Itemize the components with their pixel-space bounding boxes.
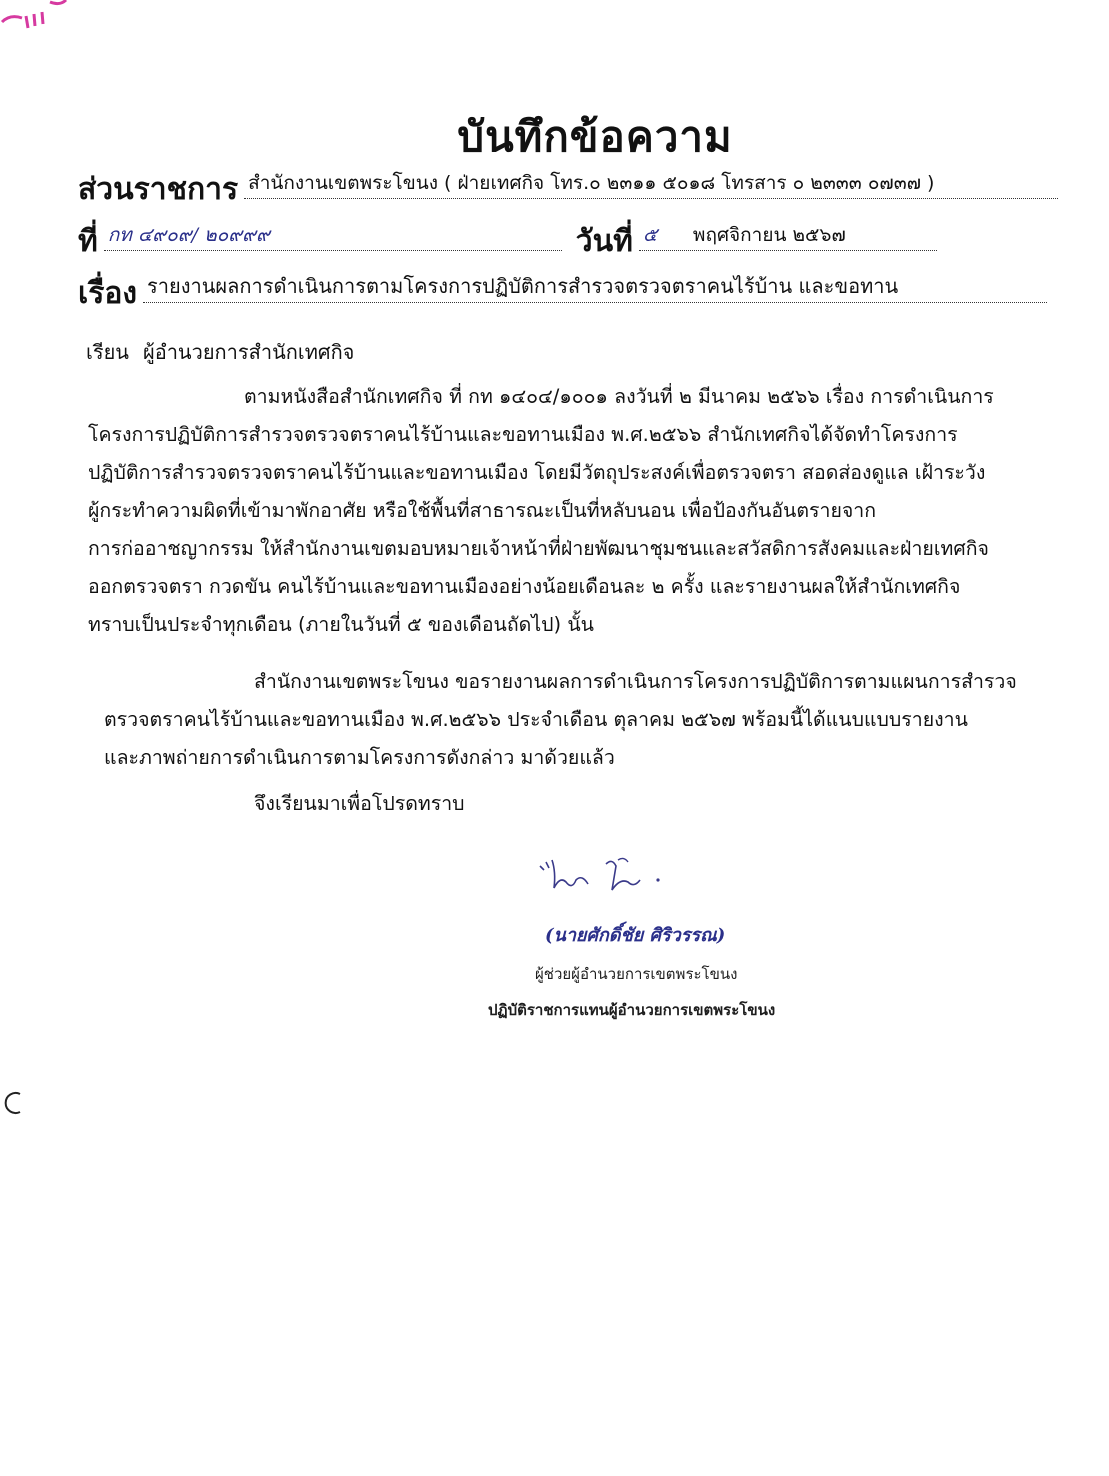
paragraph-1-line: ทราบเป็นประจำทุกเดือน (ภายในวันที่ ๕ ของเดือนถัดไป) นั้น [88, 613, 594, 636]
signatory-name: (นายศักดิ์ชัย ศิริวรรณ) [545, 925, 726, 946]
subject-value: รายงานผลการดำเนินการตามโครงการปฏิบัติการสำรวจตรวจตราคนไร้บ้าน และขอทาน [143, 270, 1047, 303]
handwritten-signature-icon [536, 852, 686, 902]
paragraph-1-line: โครงการปฏิบัติการสำรวจตรวจตราคนไร้บ้านและขอทานเมือง พ.ศ.๒๕๖๖ สำนักเทศกิจได้จัดทำโครงการ [88, 423, 958, 446]
agency-label: ส่วนราชการ [78, 172, 239, 207]
paragraph-1-line: ตามหนังสือสำนักเทศกิจ ที่ กท ๑๔๐๔/๑๐๐๑ ลงวันที่ ๒ มีนาคม ๒๕๖๖ เรื่อง การดำเนินการ [244, 385, 994, 408]
pink-ink-mark-icon [0, 0, 80, 40]
paragraph-2-line: สำนักงานเขตพระโขนง ขอรายงานผลการดำเนินการโครงการปฏิบัติการตามแผนการสำรวจ [254, 670, 1017, 693]
salutation-label: เรียน [86, 340, 129, 364]
paragraph-2-line: ตรวจตราคนไร้บ้านและขอทานเมือง พ.ศ.๒๕๖๖ ประจำเดือน ตุลาคม ๒๕๖๗ พร้อมนี้ได้แนบแบบรายงาน [104, 708, 968, 731]
paragraph-2-line: และภาพถ่ายการดำเนินการตามโครงการดังกล่าว มาด้วยแล้ว [104, 746, 615, 769]
number-date-row [78, 218, 1053, 265]
agency-value: สำนักงานเขตพระโขนง ( ฝ่ายเทศกิจ โทร.๐ ๒๓๑๑ ๕๐๑๘ โทรสาร ๐ ๒๓๓๓ ๐๗๓๗ ) [244, 168, 1058, 199]
punch-hole-icon [2, 1088, 26, 1118]
paragraph-2 [104, 663, 1017, 777]
salutation [86, 336, 354, 368]
date-month-year: พฤศจิกายน ๒๕๖๗ [692, 224, 846, 246]
date-value [639, 220, 937, 251]
number-value: กท ๔๙๐๙/ ๒๐๙๙๙ [104, 220, 562, 251]
subject-row [78, 270, 1047, 317]
date-day: ๕ [642, 224, 658, 246]
agency-row [78, 166, 1058, 213]
number-label: ที่ [78, 224, 98, 259]
memo-title: บันทึกข้อความ [457, 112, 733, 161]
paragraph-1-line: ปฏิบัติการสำรวจตรวจตราคนไร้บ้านและขอทานเมือง โดยมีวัตถุประสงค์เพื่อตรวจตรา สอดส่องดูแล เฝ้าระวัง [88, 461, 986, 484]
paragraph-1-line: ออกตรวจตรา กวดขัน คนไร้บ้านและขอทานเมืองอย่างน้อยเดือนละ ๒ ครั้ง และรายงานผลให้สำนักเทศกิจ [88, 575, 961, 598]
closing-line: จึงเรียนมาเพื่อโปรดทราบ [254, 792, 465, 815]
signatory-position-2: ปฏิบัติราชการแทนผู้อำนวยการเขตพระโขนง [488, 1001, 776, 1019]
salutation-recipient: ผู้อำนวยการสำนักเทศกิจ [142, 340, 355, 364]
paragraph-1-line: การก่ออาชญากรรม ให้สำนักงานเขตมอบหมายเจ้าหน้าที่ฝ่ายพัฒนาชุมชนและสวัสดิการสังคมและฝ่ายเทศกิจ [88, 537, 989, 560]
date-label: วันที่ [575, 224, 633, 259]
paragraph-1-line: ผู้กระทำความผิดที่เข้ามาพักอาศัย หรือใช้พื้นที่สาธารณะเป็นที่หลับนอน เพื่อป้องกันอันตรายจาก [88, 499, 877, 522]
paragraph-1 [88, 378, 994, 644]
signatory-position-1: ผู้ช่วยผู้อำนวยการเขตพระโขนง [535, 965, 738, 983]
subject-label: เรื่อง [78, 276, 138, 311]
